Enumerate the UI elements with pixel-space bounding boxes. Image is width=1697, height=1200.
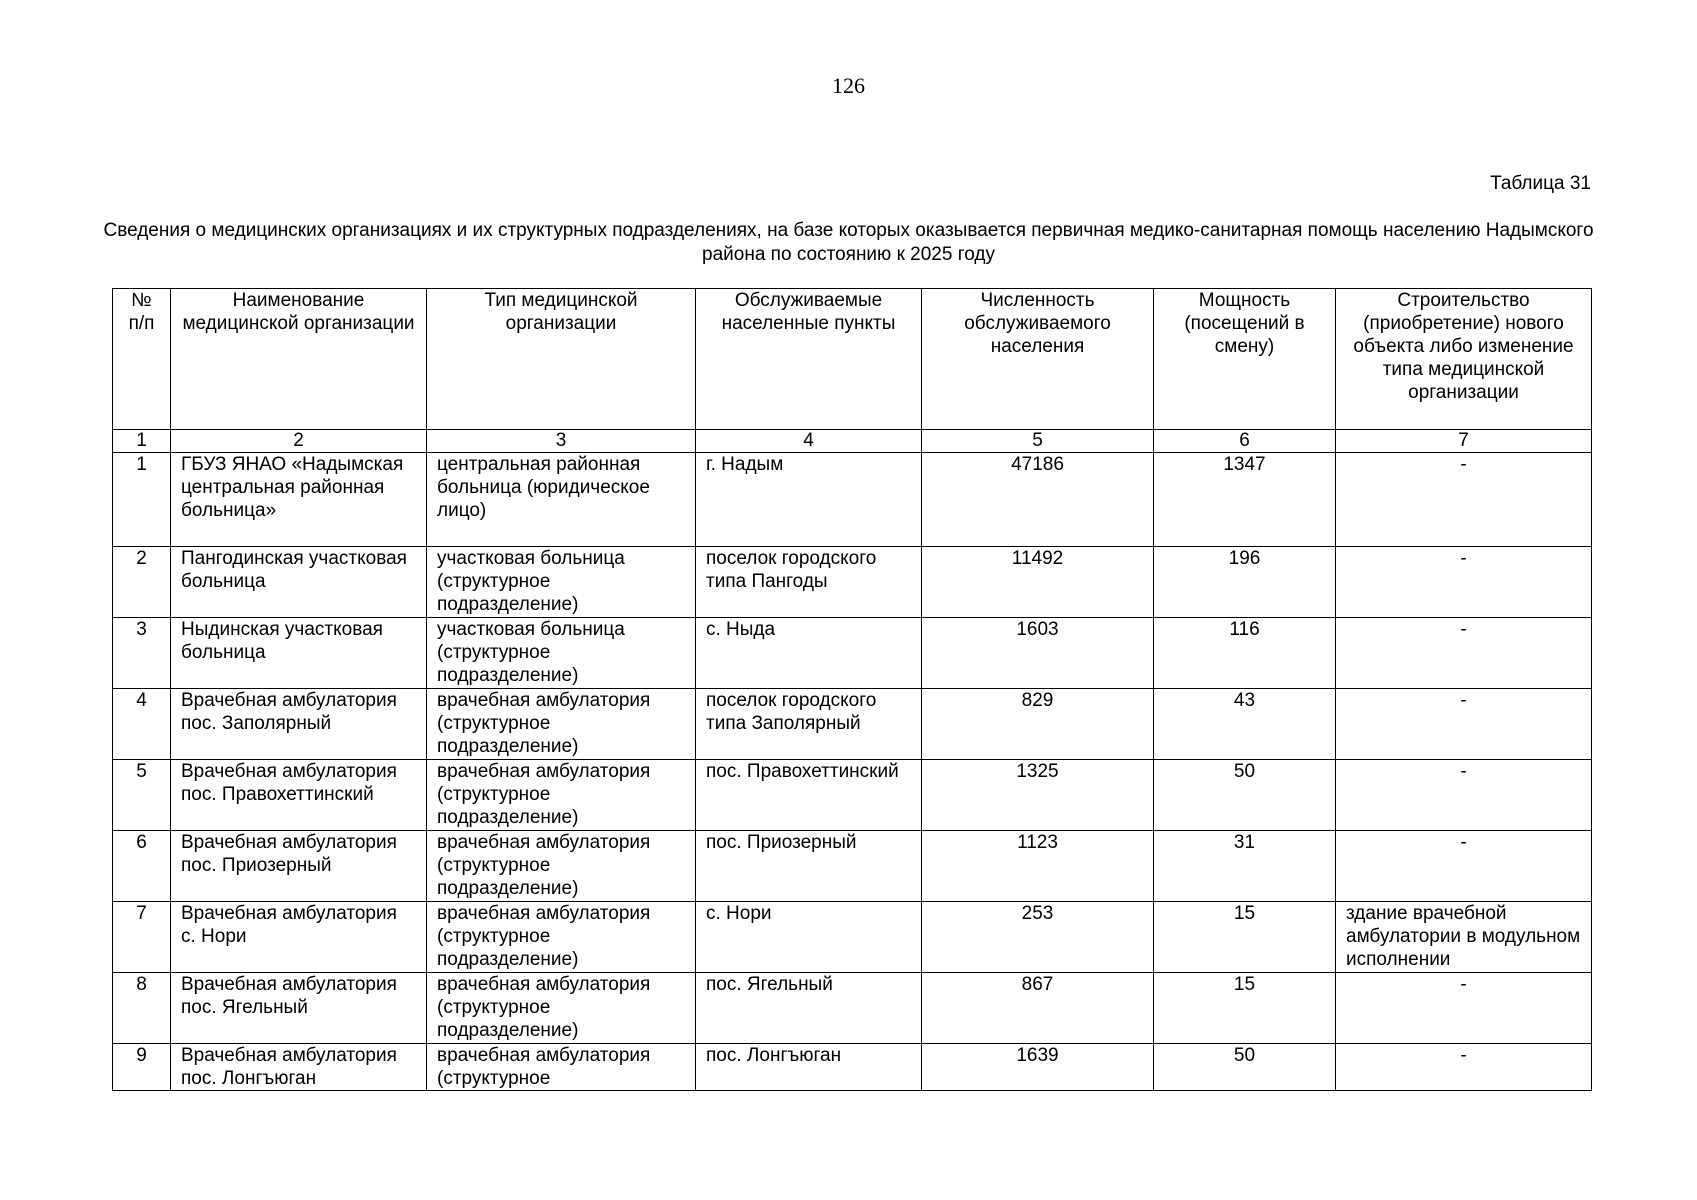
column-number: 5	[922, 430, 1154, 453]
construction-note: -	[1336, 689, 1592, 760]
column-number-row	[113, 430, 1592, 453]
population-served: 1603	[922, 618, 1154, 689]
construction-note: здание врачебной амбулатории в модульном исполнении	[1336, 902, 1592, 973]
population-served: 253	[922, 902, 1154, 973]
organization-type: участковая больница (структурное подразделение)	[427, 547, 696, 618]
table-caption: Сведения о медицинских организациях и их структурных подразделениях, на базе которых оказывается первичная медико-санитарная помощь населению Надымского района по состоянию к 2025 году	[103, 220, 1594, 265]
organization-name: Врачебная амбулатория пос. Лонгъюган	[171, 1044, 427, 1091]
organization-name: ГБУЗ ЯНАО «Надымская центральная районная больница»	[171, 453, 427, 547]
population-served: 1639	[922, 1044, 1154, 1091]
organization-name: Ныдинская участковая больница	[171, 618, 427, 689]
capacity-visits: 116	[1154, 618, 1336, 689]
population-served: 1325	[922, 760, 1154, 831]
organization-name: Врачебная амбулатория пос. Приозерный	[171, 831, 427, 902]
served-settlements: пос. Приозерный	[696, 831, 922, 902]
construction-note: -	[1336, 831, 1592, 902]
served-settlements: пос. Лонгъюган	[696, 1044, 922, 1091]
population-served: 867	[922, 973, 1154, 1044]
header-cell-name: Наименование медицинской организации	[171, 289, 427, 430]
construction-note: -	[1336, 618, 1592, 689]
organization-type: врачебная амбулатория (структурное подразделение)	[427, 760, 696, 831]
served-settlements: поселок городского типа Пангоды	[696, 547, 922, 618]
served-settlements: пос. Правохеттинский	[696, 760, 922, 831]
table-row	[113, 618, 1592, 689]
row-number: 6	[113, 831, 171, 902]
construction-note: -	[1336, 547, 1592, 618]
capacity-visits: 1347	[1154, 453, 1336, 547]
organization-type: врачебная амбулатория (структурное подразделение)	[427, 689, 696, 760]
served-settlements: с. Нори	[696, 902, 922, 973]
organization-type: врачебная амбулатория (структурное подразделение)	[427, 973, 696, 1044]
population-served: 47186	[922, 453, 1154, 547]
construction-note: -	[1336, 1044, 1592, 1091]
capacity-visits: 31	[1154, 831, 1336, 902]
population-served: 829	[922, 689, 1154, 760]
construction-note: -	[1336, 760, 1592, 831]
header-cell-type: Тип медицинской организации	[427, 289, 696, 430]
organization-name: Врачебная амбулатория с. Нори	[171, 902, 427, 973]
table-row	[113, 831, 1592, 902]
table-row	[113, 1044, 1592, 1091]
construction-note: -	[1336, 453, 1592, 547]
served-settlements: с. Ныда	[696, 618, 922, 689]
organization-type: врачебная амбулатория (структурное	[427, 1044, 696, 1091]
population-served: 11492	[922, 547, 1154, 618]
organization-name: Врачебная амбулатория пос. Заполярный	[171, 689, 427, 760]
served-settlements: поселок городского типа Заполярный	[696, 689, 922, 760]
organization-name: Врачебная амбулатория пос. Ягельный	[171, 973, 427, 1044]
population-served: 1123	[922, 831, 1154, 902]
organization-type: врачебная амбулатория (структурное подразделение)	[427, 902, 696, 973]
page-number: 126	[832, 73, 865, 98]
capacity-visits: 50	[1154, 760, 1336, 831]
row-number: 3	[113, 618, 171, 689]
served-settlements: пос. Ягельный	[696, 973, 922, 1044]
organization-type: участковая больница (структурное подразделение)	[427, 618, 696, 689]
table-row	[113, 689, 1592, 760]
row-number: 1	[113, 453, 171, 547]
table-row	[113, 760, 1592, 831]
medical-organizations-table	[112, 288, 1592, 1091]
table-label: Таблица 31	[1490, 173, 1591, 194]
row-number: 2	[113, 547, 171, 618]
column-number: 6	[1154, 430, 1336, 453]
served-settlements: г. Надым	[696, 453, 922, 547]
header-cell-construction: Строительство (приобретение) нового объекта либо изменение типа медицинской организации	[1336, 289, 1592, 430]
organization-type: врачебная амбулатория (структурное подразделение)	[427, 831, 696, 902]
column-number: 2	[171, 430, 427, 453]
column-number: 7	[1336, 430, 1592, 453]
header-row	[113, 289, 1592, 430]
row-number: 7	[113, 902, 171, 973]
header-cell-settlements: Обслуживаемые населенные пункты	[696, 289, 922, 430]
capacity-visits: 15	[1154, 973, 1336, 1044]
table-row	[113, 453, 1592, 547]
organization-name: Пангодинская участковая больница	[171, 547, 427, 618]
row-number: 5	[113, 760, 171, 831]
column-number: 3	[427, 430, 696, 453]
capacity-visits: 196	[1154, 547, 1336, 618]
header-cell-number: № п/п	[113, 289, 171, 430]
construction-note: -	[1336, 973, 1592, 1044]
organization-type: центральная районная больница (юридическое лицо)	[427, 453, 696, 547]
header-cell-population: Численность обслуживаемого населения	[922, 289, 1154, 430]
row-number: 8	[113, 973, 171, 1044]
table-row	[113, 973, 1592, 1044]
table-row	[113, 902, 1592, 973]
capacity-visits: 50	[1154, 1044, 1336, 1091]
capacity-visits: 15	[1154, 902, 1336, 973]
row-number: 9	[113, 1044, 171, 1091]
row-number: 4	[113, 689, 171, 760]
column-number: 1	[113, 430, 171, 453]
organization-name: Врачебная амбулатория пос. Правохеттинский	[171, 760, 427, 831]
header-cell-capacity: Мощность (посещений в смену)	[1154, 289, 1336, 430]
capacity-visits: 43	[1154, 689, 1336, 760]
column-number: 4	[696, 430, 922, 453]
table-row	[113, 547, 1592, 618]
